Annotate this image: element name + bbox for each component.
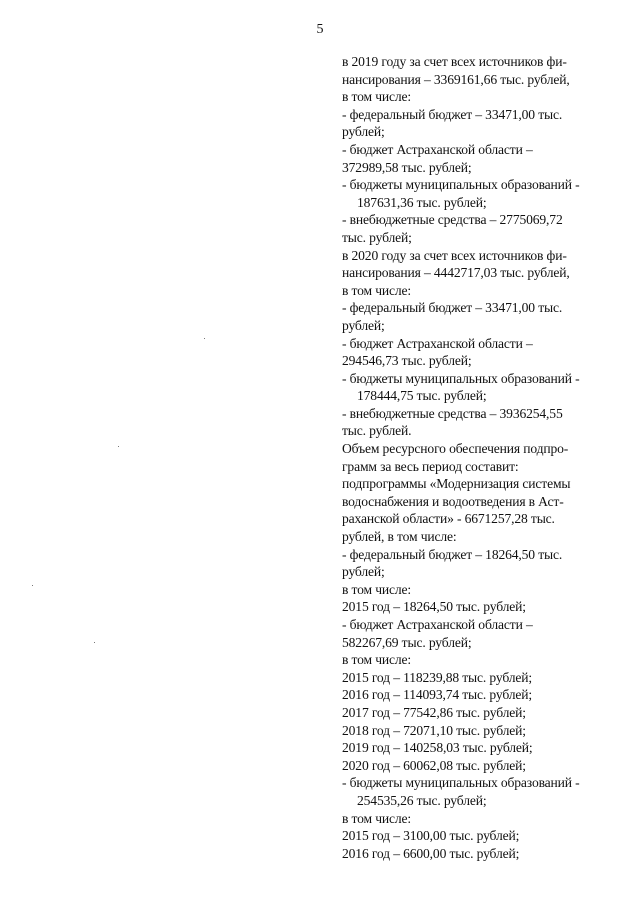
text-line: 187631,36 тыс. рублей;: [357, 194, 487, 210]
text-line: в том числе:: [342, 89, 412, 105]
text-line: 2020 год – 60062,08 тыс. рублей;: [342, 757, 526, 773]
scan-speck: [204, 338, 205, 339]
text-line: - бюджеты муниципальных образований -: [342, 775, 580, 791]
text-line: - федеральный бюджет – 18264,50 тыс.: [342, 546, 563, 562]
text-line: - бюджет Астраханской области –: [342, 335, 533, 351]
text-line: 2015 год – 118239,88 тыс. рублей;: [342, 669, 533, 685]
text-line: 178444,75 тыс. рублей;: [357, 388, 487, 404]
budget-text-column: [342, 53, 614, 862]
text-line: - бюджеты муниципальных образований -: [342, 177, 580, 193]
text-line: в том числе:: [342, 652, 412, 668]
text-line: 2016 год – 6600,00 тыс. рублей;: [342, 845, 520, 861]
text-line: 294546,73 тыс. рублей;: [342, 353, 472, 369]
text-line: рублей;: [342, 124, 385, 140]
text-line: - внебюджетные средства – 3936254,55: [342, 405, 563, 421]
text-line: раханской области» - 6671257,28 тыс.: [342, 511, 555, 527]
text-line: - бюджеты муниципальных образований -: [342, 370, 580, 386]
text-line: подпрограммы «Модернизация системы: [342, 476, 571, 492]
text-line: 2015 год – 3100,00 тыс. рублей;: [342, 828, 520, 844]
text-line: нансирования – 3369161,66 тыс. рублей,: [342, 71, 570, 87]
text-line: в том числе:: [342, 810, 412, 826]
scan-speck: [118, 446, 119, 447]
text-line: 2016 год – 114093,74 тыс. рублей;: [342, 687, 533, 703]
text-line: - федеральный бюджет – 33471,00 тыс.: [342, 300, 563, 316]
text-line: - федеральный бюджет – 33471,00 тыс.: [342, 106, 563, 122]
text-line: - внебюджетные средства – 2775069,72: [342, 212, 563, 228]
page-number: 5: [316, 22, 324, 37]
text-line: тыс. рублей.: [342, 423, 412, 439]
text-line: - бюджет Астраханской области –: [342, 141, 533, 157]
text-line: в том числе:: [342, 581, 412, 597]
text-line: 2019 год – 140258,03 тыс. рублей;: [342, 740, 533, 756]
text-line: рублей;: [342, 317, 385, 333]
text-line: 2015 год – 18264,50 тыс. рублей;: [342, 599, 526, 615]
text-line: 2017 год – 77542,86 тыс. рублей;: [342, 704, 526, 720]
text-line: тыс. рублей;: [342, 229, 412, 245]
text-line: 372989,58 тыс. рублей;: [342, 159, 472, 175]
scan-speck: [94, 642, 95, 643]
scan-speck: [32, 585, 33, 586]
text-line: в 2019 году за счет всех источников фи-: [342, 54, 567, 69]
text-line: в том числе:: [342, 282, 412, 298]
text-line: Объем ресурсного обеспечения подпро-: [342, 441, 569, 457]
text-line: рублей;: [342, 564, 385, 580]
text-line: 582267,69 тыс. рублей;: [342, 634, 472, 650]
text-line: нансирования – 4442717,03 тыс. рублей,: [342, 265, 570, 281]
text-line: водоснабжения и водоотведения в Аст-: [342, 493, 564, 509]
text-line: в 2020 году за счет всех источников фи-: [342, 247, 567, 263]
text-line: 2018 год – 72071,10 тыс. рублей;: [342, 722, 526, 738]
text-line: 254535,26 тыс. рублей;: [357, 792, 487, 808]
text-line: рублей, в том числе:: [342, 529, 457, 545]
text-line: грамм за весь период составит:: [342, 458, 519, 474]
text-line: - бюджет Астраханской области –: [342, 617, 533, 632]
